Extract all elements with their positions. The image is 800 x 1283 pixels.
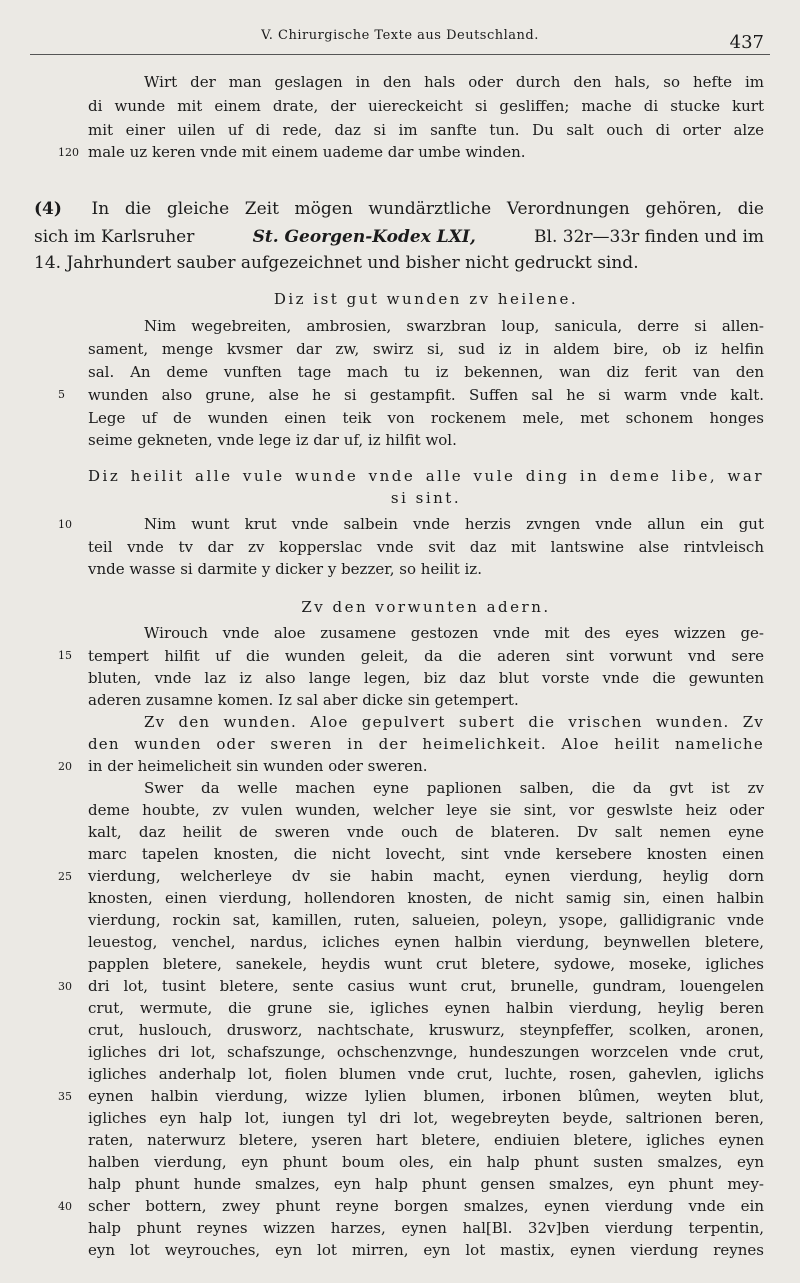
text-line: sament, menge kvsmer dar zw, swirz si, sud iz in aldem bire, ob iz helfin (88, 340, 764, 358)
text-line: Nim wunt krut vnde salbein vnde herzis zvngen vnde allun ein gut (144, 515, 764, 533)
section-marker: (4) (34, 199, 62, 219)
line-number: 5 (58, 388, 65, 401)
text-line: teil vnde tv dar zv kopperslac vnde svit daz mit lantswine alse rintvleisch (88, 538, 764, 556)
text-line: knosten, einen vierdung, hollendoren knosten, de nicht samig sin, einen halbin (88, 889, 764, 907)
recipe-heading: Diz heilit alle vule wunde vnde alle vule ding in deme libe, war (88, 467, 764, 485)
text-line: halben vierdung, eyn phunt boum oles, ein halp phunt susten smalzes, eyn (88, 1153, 764, 1171)
section-line: 14. Jahrhundert sauber aufgezeichnet und bisher nicht gedruckt sind. (34, 253, 639, 273)
text-line: crut, huslouch, drusworz, nachtschate, kruswurz, steynpfeffer, scolken, aronen, (88, 1021, 764, 1039)
text-line: eynen halbin vierdung, wizze lylien blumen, irbonen blûmen, weyten blut, (88, 1087, 764, 1105)
text-line: Wirouch vnde aloe zusamene gestozen vnde mit des eyes wizzen ge- (144, 624, 764, 642)
text-line: Wirt der man geslagen in den hals oder durch den hals, so hefte im (144, 73, 764, 91)
text-line: leuestog, venchel, nardus, icliches eynen halbin vierdung, beynwellen bletere, (88, 933, 764, 951)
text-line: vierdung, welcherleye dv sie habin macht, eynen vierdung, heylig dorn (88, 867, 764, 885)
text-line: Swer da welle machen eyne paplionen salben, die da gvt ist zv (144, 779, 764, 797)
section-text: In die gleiche Zeit mögen wundärztliche Verordnungen gehören, die (91, 199, 764, 219)
text-line: seime gekneten, vnde lege iz dar uf, iz hilfit wol. (88, 431, 457, 449)
line-number: 30 (58, 980, 72, 993)
text-line: male uz keren vnde mit einem uademe dar umbe winden. (88, 143, 526, 161)
text-line: marc tapelen knosten, die nicht lovecht, sint vnde kersebere knosten einen (88, 845, 764, 863)
text-line: scher bottern, zwey phunt reyne borgen smalzes, eynen vierdung vnde ein (88, 1197, 764, 1215)
text-line: bluten, vnde laz iz also lange legen, biz daz blut vorste vnde die gewunten (88, 669, 764, 687)
text-line: sal. An deme vunften tage mach tu iz bekennen, wan diz ferit van den (88, 363, 764, 381)
text-line: den wunden oder sweren in der heimelichkeit. Aloe heilit nameliche (88, 735, 764, 753)
text-line: kalt, daz heilit de sweren vnde ouch de blateren. Dv salt nemen eyne (88, 823, 764, 841)
running-header (30, 24, 770, 55)
text-line: igliches eyn halp lot, iungen tyl dri lot, wegebreyten beyde, saltrionen beren, (88, 1109, 764, 1127)
line-number: 35 (58, 1090, 72, 1103)
text-line: vierdung, rockin sat, kamillen, ruten, salueien, poleyn, ysope, gallidigranic vnde (88, 911, 764, 929)
text-line: di wunde mit einem drate, der uiereckeicht si gesliffen; mache di stucke kurt (88, 97, 764, 115)
text-line: mit einer uilen uf di rede, daz si im sanfte tun. Du salt ouch di orter alze (88, 121, 764, 139)
line-number: 10 (58, 518, 72, 531)
recipe-heading: Zv den vorwunten adern. (301, 598, 551, 616)
text-line: wunden also grune, alse he si gestampfit. Suffen sal he si warm vnde kalt. (88, 386, 764, 404)
line-number: 25 (58, 870, 72, 883)
text-line: halp phunt reynes wizzen harzes, eynen hal[Bl. 32v]ben vierdung terpentin, (88, 1219, 764, 1237)
section-line (34, 224, 764, 250)
recipe-heading: si sint. (390, 489, 462, 507)
text-line: igliches anderhalp lot, fiolen blumen vnde crut, luchte, rosen, gahevlen, iglichs (88, 1065, 764, 1083)
line-number: 120 (58, 146, 79, 159)
section-text: Bl. 32r—33r finden und im (534, 227, 764, 247)
section-line (34, 196, 764, 222)
text-line: eyn lot weyrouches, eyn lot mirren, eyn lot mastix, eynen vierdung reynes (88, 1241, 764, 1259)
text-line: in der heimelicheit sin wunden oder sweren. (88, 757, 428, 775)
page-number: 437 (729, 32, 764, 53)
text-line: halp phunt hunde smalzes, eyn halp phunt gensen smalzes, eyn phunt mey- (88, 1175, 764, 1193)
text-line: Zv den wunden. Aloe gepulvert subert die vrischen wunden. Zv (144, 713, 764, 731)
text-line: dri lot, tusint bletere, sente casius wunt crut, brunelle, gundram, louengelen (88, 977, 764, 995)
text-line: Lege uf de wunden einen teik von rockenem mele, met schonem honges (88, 409, 764, 427)
text-line: Nim wegebreiten, ambrosien, swarzbran loup, sanicula, derre si allen- (144, 317, 764, 335)
text-line: raten, naterwurz bletere, yseren hart bletere, endiuien bletere, igliches eynen (88, 1131, 764, 1149)
text-line: deme houbte, zv vulen wunden, welcher leye sie sint, vor geswlste heiz oder (88, 801, 764, 819)
codex-title: St. Georgen-Kodex LXI, (252, 227, 476, 247)
text-line: tempert hilfit uf die wunden geleit, da die aderen sint vorwunt vnd sere (88, 647, 764, 665)
text-line: aderen zusamne komen. Iz sal aber dicke sin getempert. (88, 691, 519, 709)
text-line: crut, wermute, die grune sie, igliches eynen halbin vierdung, heylig beren (88, 999, 764, 1017)
running-title: V. Chirurgische Texte aus Deutschland. (261, 28, 539, 43)
line-number: 15 (58, 649, 72, 662)
line-number: 20 (58, 760, 72, 773)
text-line: vnde wasse si darmite y dicker y bezzer, so heilit iz. (88, 560, 482, 578)
section-text: sich im Karlsruher (34, 227, 195, 247)
line-number: 40 (58, 1200, 72, 1213)
text-line: papplen bletere, sanekele, heydis wunt crut bletere, sydowe, moseke, igliches (88, 955, 764, 973)
text-line: igliches dri lot, schafszunge, ochschenzvnge, hundeszungen worzcelen vnde crut, (88, 1043, 764, 1061)
recipe-heading: Diz ist gut wunden zv heilene. (273, 290, 579, 308)
